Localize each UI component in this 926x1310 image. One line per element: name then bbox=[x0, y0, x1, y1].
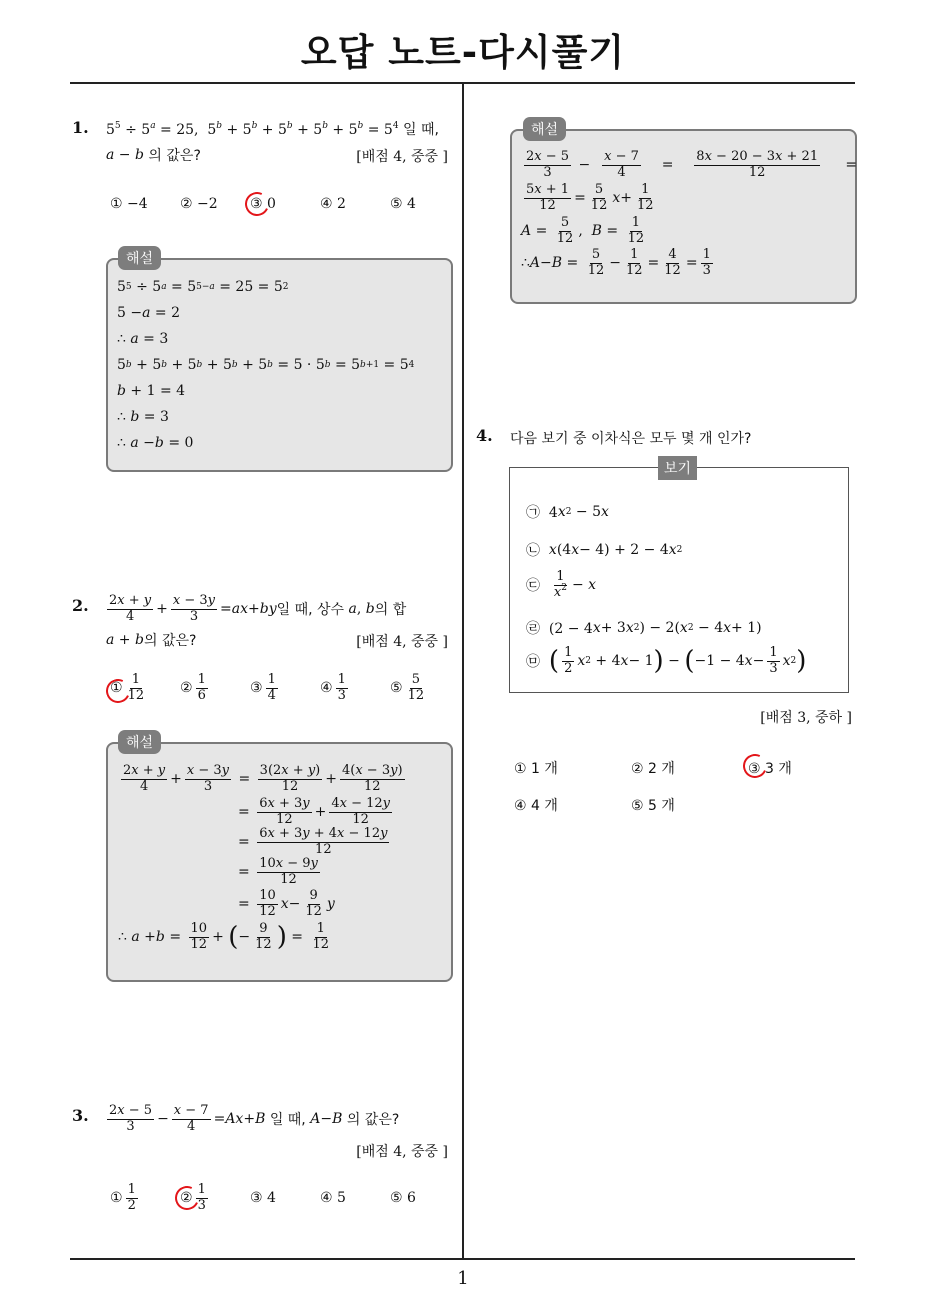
solution-line: 5 5 ÷ 5 a = 5 5−a = 25 = 5 2 bbox=[117, 279, 289, 295]
solution-line: = $\frac{10x - 9y}{12}$ bbox=[238, 856, 318, 887]
answer-choices bbox=[514, 795, 748, 815]
choice-4[interactable]: ④ 4 개 bbox=[514, 798, 558, 814]
solution-line: = $\frac{6x + 3y + 4x - 12y}{12}$ bbox=[238, 826, 388, 857]
question-number: 4. bbox=[476, 426, 493, 445]
bogi-label: 보기 bbox=[658, 456, 697, 480]
question-text-line: $\frac{2x - 5}{3}$ − $\frac{x - 7}{4}$ = Ax + B 일 때, A − B 의 값은? bbox=[109, 1103, 400, 1134]
choice-5[interactable]: ⑤ 5 개 bbox=[631, 798, 675, 814]
solution-line: $\frac{2x - 5}{3}$ − $\frac{x - 7}{4}$ = $\frac{8x - 20 - 3x + 21}{12}$ = bbox=[526, 149, 858, 180]
solution-line: = $\frac{6x + 3y}{12}$ + $\frac{4x - 12y}{12}$ bbox=[238, 796, 391, 827]
score-label: [배점 4, 중중 ] bbox=[356, 634, 448, 650]
question-text: 다음 보기 중 이차식은 모두 몇 개 인가? bbox=[510, 431, 752, 447]
choice-4[interactable]: ④ 2 bbox=[320, 196, 346, 212]
choice-3[interactable]: ③ 4 bbox=[250, 1190, 276, 1207]
score-label: [배점 4, 중중 ] bbox=[356, 1144, 448, 1160]
choice-2[interactable]: ② $\frac{1}{6}$ bbox=[180, 672, 206, 703]
solution-line: ∴ a − b = 0 bbox=[117, 435, 194, 451]
bogi-item: ㉣ (2 − 4 x + 3 x 2 ) − 2( x 2 − 4 x + 1) bbox=[526, 620, 762, 637]
page-number: 1 bbox=[457, 1268, 469, 1289]
solution-line: $\frac{5x + 1}{12}$ = $\frac{5}{12}$ x + $\frac{1}{12}$ bbox=[526, 182, 654, 213]
choice-3[interactable]: ③ 0 bbox=[250, 196, 320, 212]
question-number: 2. bbox=[72, 596, 89, 615]
choice-4[interactable]: ④ $\frac{1}{3}$ bbox=[320, 672, 346, 703]
answer-choices bbox=[110, 196, 460, 212]
bogi-item: ㉢ $\frac{1}{x^2}$ − x bbox=[526, 569, 597, 600]
choice-1[interactable]: ① $\frac{1}{12}$ bbox=[110, 673, 180, 704]
answer-choices bbox=[514, 758, 848, 778]
bogi-item: ㉤ ( $\frac{1}{2}$ x 2 + 4 x − 1 ) − ( −1 − 4 x − $\frac{1}{3}$ x 2 ) bbox=[526, 645, 807, 677]
choice-1[interactable]: ① −4 bbox=[110, 196, 148, 212]
score-label: [배점 3, 중하 ] bbox=[760, 710, 852, 726]
footer-divider bbox=[70, 1258, 855, 1260]
column-divider bbox=[462, 83, 464, 1259]
solution-label: 해설 bbox=[118, 246, 161, 270]
choice-5[interactable]: ⑤ $\frac{5}{12}$ bbox=[390, 672, 425, 703]
question-number: 3. bbox=[72, 1106, 89, 1125]
choice-2[interactable]: ② 2 개 bbox=[631, 761, 675, 777]
bogi-item: ㉡ x (4 x − 4) + 2 − 4 x 2 bbox=[526, 542, 683, 559]
choice-1[interactable]: ① $\frac{1}{2}$ bbox=[110, 1182, 136, 1213]
solution-line: 5 − a = 2 bbox=[117, 305, 180, 321]
question-number: 1. bbox=[72, 118, 89, 137]
choice-4[interactable]: ④ 5 bbox=[320, 1190, 346, 1207]
solution-line: ∴ b = 3 bbox=[117, 409, 169, 425]
solution-line: ∴ a + b = $\frac{10}{12}$ + ( − $\frac{9}{12}$ ) = $\frac{1}{12}$ bbox=[118, 921, 330, 953]
answer-choices bbox=[110, 673, 460, 704]
choice-label: ③ 3 개 bbox=[748, 761, 792, 777]
answer-mark-circle bbox=[242, 189, 273, 220]
bogi-item: ㉠ 4 x 2 − 5 x bbox=[526, 504, 609, 521]
solution-line: ∴ A − B = $\frac{5}{12}$ − $\frac{1}{12}$ = $\frac{4}{12}$ = $\frac{1}{3}$ bbox=[521, 247, 711, 278]
choice-2[interactable]: ② −2 bbox=[180, 196, 218, 212]
question-text-line: a + b 의 값은? bbox=[106, 632, 197, 649]
choice-5[interactable]: ⑤ 4 bbox=[390, 196, 416, 212]
question-text-line: $5^5 \div 5^a = 25$, $5^b + 5^b + 5^b + 5^b + 5^b = 5^4$ 일 때, bbox=[106, 121, 439, 138]
solution-line: $\frac{2x + y}{4}$ + $\frac{x - 3y}{3}$ = $\frac{3(2x + y)}{12}$ + $\frac{4(x - 3y)}{12}$ bbox=[123, 763, 403, 794]
solution-label: 해설 bbox=[118, 730, 161, 754]
choice-1[interactable]: ① 1 개 bbox=[514, 761, 558, 777]
choice-3[interactable]: ③ $\frac{1}{4}$ bbox=[250, 672, 276, 703]
solution-label: 해설 bbox=[523, 117, 566, 141]
solution-line: 5 b + 5 b + 5 b + 5 b + 5 b = 5 · 5 b = 5 b+1 = 5 4 bbox=[117, 357, 415, 373]
question-text-line: a − b 의 값은? bbox=[106, 147, 201, 164]
question-text-line: $\frac{2x + y}{4}$ + $\frac{x - 3y}{3}$ = ax + by 일 때, 상수 a , b 의 합 bbox=[109, 593, 407, 624]
answer-choices bbox=[110, 1183, 460, 1214]
choice-3[interactable] bbox=[748, 758, 848, 778]
choice-5[interactable]: ⑤ 6 bbox=[390, 1190, 416, 1207]
solution-line: b + 1 = 4 bbox=[117, 383, 186, 399]
question-text bbox=[106, 119, 439, 139]
solution-line: ∴ a = 3 bbox=[117, 331, 169, 347]
solution-line: = $\frac{10}{12}$ x − $\frac{9}{12}$ y bbox=[238, 888, 335, 919]
choice-2[interactable]: ② $\frac{1}{3}$ bbox=[180, 1183, 250, 1214]
page-title: 오답 노트-다시풀기 bbox=[300, 31, 626, 74]
solution-line: A = $\frac{5}{12}$ , B = $\frac{1}{12}$ bbox=[521, 215, 645, 246]
score-label: [배점 4, 중중 ] bbox=[356, 149, 448, 165]
